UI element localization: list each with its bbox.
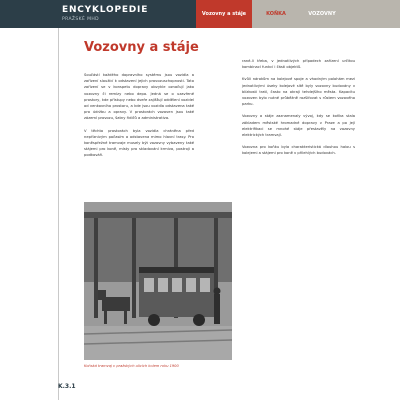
photo-illustration — [84, 202, 232, 360]
tab-vozovny[interactable]: VOZOVNY — [308, 11, 336, 17]
historic-photo — [84, 202, 232, 360]
paragraph: Kvůli nárokům na kolejové spoje a vhodným polohám mezi jednotlivými úseky kolejové sítě byly vozovny budovány v blízkosti tratí, často na okraji tehdejšího města. Kapacitu vozoven bylo nutné průběžně rozšiřovat s růstem vozového parku. — [242, 77, 355, 107]
left-text-column — [84, 72, 194, 165]
page-code: K.3.1 — [58, 383, 76, 390]
brand-subtitle: PRAŽSKÉ MHD — [62, 17, 100, 22]
paragraph: rané-li třeba, v jednotlivých případech zařízení určitou kombinací funkcí i části objektů. — [242, 59, 355, 70]
header-tail — [344, 0, 400, 28]
paragraph: Vozovny a stáje zaznamenaly vývoj, kdy se koňka stala základem městské hromadné dopravy v Praze a po její elektrifikaci se mnohé stáje přestavěly na vozovny elektrických tramvají. — [242, 114, 355, 138]
header-bar — [0, 0, 400, 28]
right-text-column — [242, 58, 355, 163]
tab-konka[interactable]: KOŇKA — [266, 11, 286, 17]
paragraph: Vozovna pro koňku byla charakteristická dlouhou halou s kolejemi a stájemi pro koně v přilehlých budovách. — [242, 145, 355, 156]
paragraph: Součástí každého dopravního systému jsou vozidla a zařízení sloužící k odstavení jejich provozuschopnosti. Tato zařízení se v konspetu dopravy obvykle označují jako vozovny či remízy nebo depa. Jedná se o uzavřené prostory, kde přístupy nebo dveře zajišťují oddělení vozidel od venkovního prostoru, a kde jsou vozidla odstavena také pro údržbu a opravy. V prostorách vozoven jsou také zázemí provozu, šatny řidičů a administrativa. — [84, 73, 194, 121]
brand-title: ENCYKLOPEDIE — [62, 5, 149, 15]
tab-vozovny-a-staje[interactable]: Vozovny a stáje — [196, 0, 252, 28]
article-title: Vozovny a stáje — [84, 40, 199, 55]
photo-caption: Koňská tramvaj v pražských ulicích kolem roku 1900 — [84, 364, 179, 368]
paragraph: V těchto prostorách byla vozidla chráněna před nepříznivým počasím a odstavena mimo hlavní trasy. Pro koněspřežné tramvaje musely být vozovny vybaveny také stájemi pro koně, místy pro skladování krmiva, postroji a podkováři. — [84, 128, 194, 158]
left-margin-rule — [58, 28, 59, 400]
brand-block — [0, 0, 196, 28]
